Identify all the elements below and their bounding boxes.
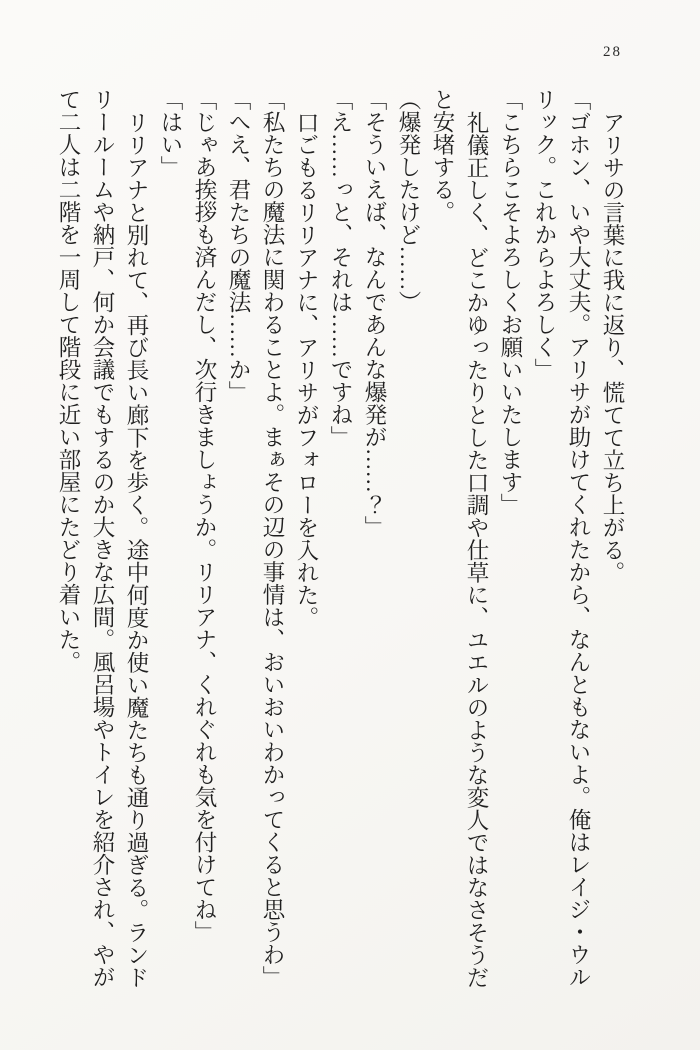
vertical-text-block xyxy=(51,88,629,988)
paragraph: 「じゃあ挨拶も済んだし、次行きましょうか。リリアナ、くれぐれも気を付けてね」 xyxy=(192,88,217,943)
paragraph: リリアナと別れて、再び長い廊下を歩く。途中何度か使い魔たちも通り過ぎる。ランドリールームや納戸、何か会議でもするのか大きな広間。風呂場やトイレを紹介され、やがて二人は二階を一周して階段に近い部屋にたどり着いた。 xyxy=(56,88,149,988)
paragraph: 「え……っと、それは……ですね」 xyxy=(328,88,353,448)
paragraph: 「はい」 xyxy=(158,88,183,178)
paragraph: アリサの言葉に我に返り、慌てて立ち上がる。 xyxy=(600,110,625,583)
paragraph: 「私たちの魔法に関わることよ。まぁその辺の事情は、おいおいわかってくると思うわ」 xyxy=(260,88,285,988)
paragraph: （爆発したけど……） xyxy=(396,88,421,313)
paragraph: 礼儀正しく、どこかゆったりとした口調や仕草に、ユエルのような変人ではなさそうだと安堵する。 xyxy=(430,88,489,988)
paragraph: 「そういえば、なんであんな爆発が……？」 xyxy=(362,88,387,538)
paragraph: 「こちらこそよろしくお願いいたします」 xyxy=(498,88,523,516)
paragraph: 「ゴホン、いや大丈夫。アリサが助けてくれたから、なんともないよ。俺はレイジ・ウルリック。これからよろしく」 xyxy=(532,88,591,988)
page-number: 28 xyxy=(603,44,622,60)
paragraph: 口ごもるリリアナに、アリサがフォローを入れた。 xyxy=(294,110,319,628)
paragraph: 「へえ、君たちの魔法……か」 xyxy=(226,88,251,403)
